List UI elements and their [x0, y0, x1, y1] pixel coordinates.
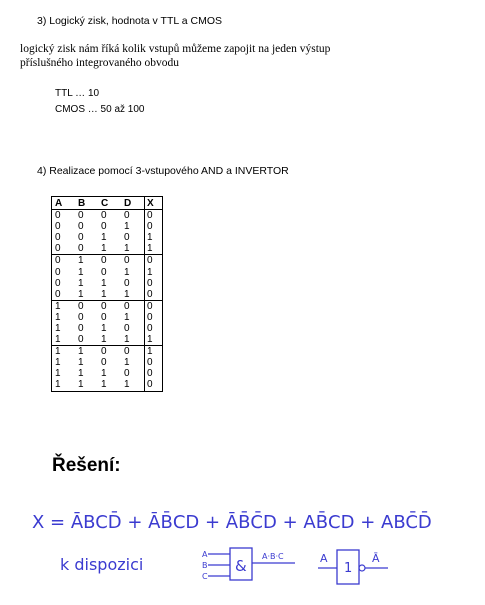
header-b: B [75, 197, 98, 210]
table-cell-d: 0 [124, 368, 130, 380]
inverter-input-label: A [320, 552, 328, 565]
table-cell-x: 0 [145, 368, 163, 379]
header-d: D [121, 197, 145, 210]
table-cell-a: 1 [55, 311, 61, 323]
table-cell-a: 0 [52, 243, 76, 255]
and-symbol: & [235, 557, 247, 575]
table-cell-d: 0 [124, 346, 130, 358]
inverter-symbol: 1 [344, 561, 353, 576]
table-cell-a: 0 [55, 221, 61, 233]
table-row [52, 278, 163, 289]
and-output-label: A·B·C [262, 552, 284, 561]
table-cell-d: 0 [124, 277, 130, 289]
cmos-value: CMOS … 50 až 100 [55, 104, 145, 115]
solution-title: Řešení: [52, 455, 121, 476]
table-cell-b: 1 [78, 255, 84, 267]
table-cell-d: 1 [124, 221, 130, 233]
table-cell-d: 1 [121, 243, 145, 255]
table-row [52, 266, 163, 277]
table-cell-a: 0 [52, 289, 76, 301]
table-cell-d: 0 [124, 232, 130, 244]
table-cell-x: 0 [145, 323, 163, 334]
table-cell-c: 0 [101, 255, 107, 267]
inverter-output-label: Ā [372, 552, 380, 565]
table-cell-a: 1 [55, 346, 61, 358]
table-row [52, 357, 163, 368]
table-cell-x: 1 [145, 334, 163, 346]
table-row [52, 334, 163, 346]
and-input-a: A [202, 550, 208, 559]
table-cell-d: 0 [124, 210, 130, 222]
table-cell-b: 0 [75, 334, 98, 346]
table-row [52, 312, 163, 323]
table-cell-a: 1 [55, 357, 61, 369]
table-cell-x: 0 [145, 289, 163, 301]
table-cell-d: 1 [121, 289, 145, 301]
table-cell-a: 0 [55, 277, 61, 289]
table-cell-d: 1 [124, 357, 130, 369]
table-cell-d: 1 [121, 334, 145, 346]
table-cell-x: 1 [145, 266, 163, 277]
table-cell-d: 1 [124, 311, 130, 323]
table-cell-a: 0 [55, 210, 61, 222]
table-cell-x: 0 [145, 300, 163, 312]
table-cell-x: 1 [145, 243, 163, 255]
table-cell-c: 0 [101, 221, 107, 233]
fan-out-paragraph: logický zisk nám říká kolik vstupů můžeme zapojit na jeden výstup příslušného integrovaného obvodu [20, 43, 331, 69]
truth-table-header [52, 197, 163, 210]
table-row [52, 255, 163, 267]
table-cell-c: 1 [98, 334, 121, 346]
table-cell-x: 0 [145, 357, 163, 368]
table-cell-b: 0 [78, 232, 84, 244]
table-row [52, 221, 163, 232]
header-c: C [98, 197, 121, 210]
table-cell-c: 1 [101, 379, 107, 391]
table-cell-x: 0 [145, 255, 163, 267]
table-cell-b: 0 [78, 221, 84, 233]
table-cell-c: 1 [101, 368, 107, 380]
table-cell-c: 0 [101, 266, 107, 278]
truth-table-body [52, 210, 163, 392]
table-row [52, 232, 163, 243]
table-cell-a: 1 [55, 300, 61, 312]
table-cell-c: 0 [101, 210, 107, 222]
table-row [52, 379, 163, 391]
table-cell-d: 0 [124, 322, 130, 334]
table-cell-c: 1 [98, 289, 121, 301]
table-cell-a: 1 [55, 322, 61, 334]
table-cell-b: 1 [78, 277, 84, 289]
table-cell-c: 1 [101, 277, 107, 289]
table-cell-x: 0 [145, 221, 163, 232]
handwritten-equation: X = ĀBCD̄ + ĀB̄CD + ĀB̄C̄D + AB̄CD + ABC̄D̄ [32, 512, 432, 533]
inverter-sketch [318, 550, 388, 584]
table-cell-d: 1 [124, 266, 130, 278]
table-cell-a: 0 [55, 266, 61, 278]
table-cell-d: 1 [124, 379, 130, 391]
table-cell-b: 1 [78, 368, 84, 380]
section-4-heading: 4) Realizace pomocí 3-vstupového AND a INVERTOR [37, 165, 289, 177]
table-row [52, 368, 163, 379]
table-cell-x: 0 [145, 379, 163, 391]
table-row [52, 323, 163, 334]
table-cell-x: 0 [145, 312, 163, 323]
table-cell-b: 1 [78, 357, 84, 369]
table-cell-a: 0 [55, 232, 61, 244]
table-cell-x: 0 [145, 210, 163, 222]
table-row [52, 210, 163, 222]
and-gate-sketch [202, 548, 295, 581]
table-cell-c: 1 [101, 322, 107, 334]
table-row [52, 243, 163, 255]
and-input-b: B [202, 561, 208, 570]
table-row [52, 300, 163, 312]
table-cell-c: 1 [98, 243, 121, 255]
table-cell-b: 1 [78, 346, 84, 358]
handwritten-solution [0, 490, 485, 605]
and-input-c: C [202, 572, 208, 581]
table-cell-d: 0 [124, 300, 130, 312]
table-cell-b: 0 [75, 243, 98, 255]
table-cell-a: 1 [52, 334, 76, 346]
table-cell-b: 0 [78, 210, 84, 222]
table-cell-c: 0 [101, 346, 107, 358]
table-cell-d: 0 [124, 255, 130, 267]
table-cell-b: 0 [78, 311, 84, 323]
header-x: X [145, 197, 163, 210]
table-cell-c: 0 [101, 300, 107, 312]
table-cell-c: 0 [101, 311, 107, 323]
table-cell-c: 1 [101, 232, 107, 244]
table-cell-a: 1 [55, 379, 61, 391]
available-label: k dispozici [60, 555, 144, 574]
truth-table [51, 196, 163, 392]
table-cell-c: 0 [101, 357, 107, 369]
table-row [52, 289, 163, 301]
table-cell-a: 1 [55, 368, 61, 380]
table-cell-b: 0 [78, 300, 84, 312]
section-3-heading: 3) Logický zisk, hodnota v TTL a CMOS [37, 15, 222, 27]
table-cell-b: 1 [75, 289, 98, 301]
table-cell-a: 0 [55, 255, 61, 267]
table-cell-x: 1 [145, 232, 163, 243]
header-a: A [52, 197, 76, 210]
table-cell-x: 0 [145, 278, 163, 289]
table-cell-b: 1 [78, 379, 84, 391]
table-cell-x: 1 [145, 346, 163, 358]
ttl-value: TTL … 10 [55, 88, 100, 99]
table-cell-b: 0 [78, 322, 84, 334]
table-row [52, 346, 163, 358]
table-cell-b: 1 [78, 266, 84, 278]
